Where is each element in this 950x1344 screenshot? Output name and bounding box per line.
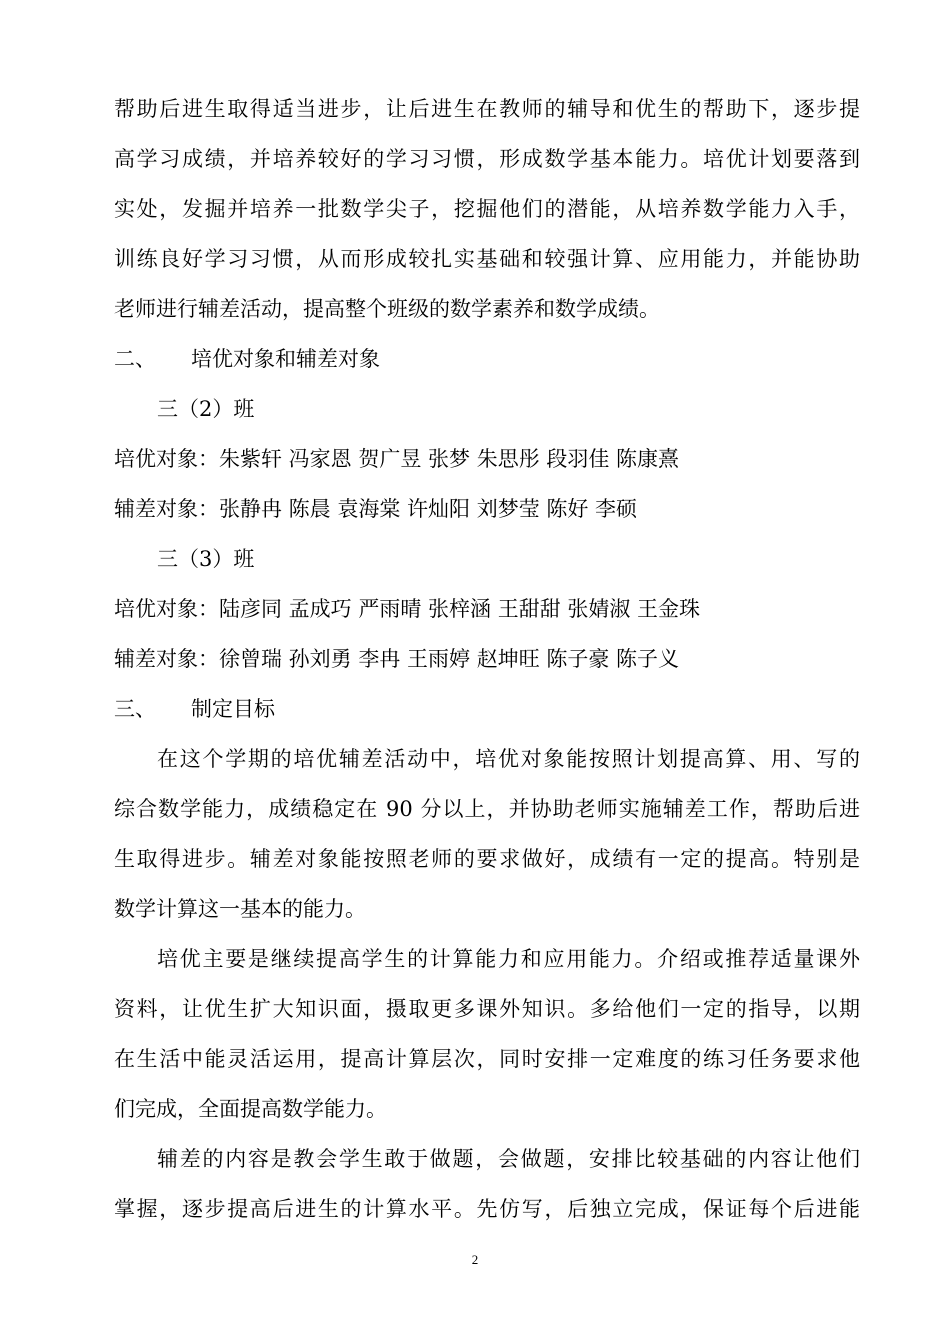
class-title-3-3: 三（3）班 bbox=[157, 547, 255, 571]
section-title: 制定目标 bbox=[191, 697, 275, 721]
text-line: 资料，让优生扩大知识面，摄取更多课外知识。多给他们一定的指导，以期 bbox=[114, 997, 860, 1021]
intro-paragraph bbox=[114, 84, 860, 334]
section-number: 三、 bbox=[114, 697, 156, 721]
section-heading-3 bbox=[114, 684, 860, 734]
page-number: 2 bbox=[471, 1252, 479, 1267]
text-line: 数学计算这一基本的能力。 bbox=[114, 897, 366, 921]
remedial-students-3-2: 辅差对象：张静冉 陈晨 袁海棠 许灿阳 刘梦莹 陈好 李硕 bbox=[114, 497, 638, 521]
text-line: 训练良好学习习惯，从而形成较扎实基础和较强计算、应用能力，并能协助 bbox=[114, 247, 860, 271]
excellent-students-3-3: 培优对象：陆彦同 孟成巧 严雨晴 张梓涵 王甜甜 张婧淑 王金珠 bbox=[114, 597, 701, 621]
text-line: 在这个学期的培优辅差活动中，培优对象能按照计划提高算、用、写的 bbox=[157, 747, 860, 771]
goals-paragraph-3 bbox=[114, 1134, 860, 1234]
document-page bbox=[114, 84, 860, 1234]
section-heading-2 bbox=[114, 334, 860, 384]
excellent-students-3-2: 培优对象：朱紫轩 冯家恩 贺广昱 张梦 朱思彤 段羽佳 陈康熹 bbox=[114, 447, 680, 471]
goals-paragraph-1 bbox=[114, 734, 860, 934]
class-title-3-2: 三（2）班 bbox=[157, 397, 255, 421]
text-line: 老师进行辅差活动，提高整个班级的数学素养和数学成绩。 bbox=[114, 297, 660, 321]
text-line: 高学习成绩，并培养较好的学习习惯，形成数学基本能力。培优计划要落到 bbox=[114, 147, 860, 171]
text-line: 实处，发掘并培养一批数学尖子，挖掘他们的潜能，从培养数学能力入手， bbox=[114, 197, 860, 221]
text-line: 掌握，逐步提高后进生的计算水平。先仿写，后独立完成，保证每个后进能 bbox=[114, 1197, 860, 1221]
text-line: 在生活中能灵活运用，提高计算层次，同时安排一定难度的练习任务要求他 bbox=[114, 1047, 860, 1071]
text-line: 们完成，全面提高数学能力。 bbox=[114, 1097, 387, 1121]
remedial-students-3-3: 辅差对象：徐曾瑞 孙刘勇 李冉 王雨婷 赵坤旺 陈子豪 陈子义 bbox=[114, 647, 680, 671]
section-number: 二、 bbox=[114, 347, 156, 371]
text-line: 辅差的内容是教会学生敢于做题，会做题，安排比较基础的内容让他们 bbox=[157, 1147, 860, 1171]
section-title: 培优对象和辅差对象 bbox=[191, 347, 380, 371]
text-line: 综合数学能力，成绩稳定在 90 分以上，并协助老师实施辅差工作，帮助后进 bbox=[114, 797, 860, 821]
text-line: 帮助后进生取得适当进步，让后进生在教师的辅导和优生的帮助下，逐步提 bbox=[114, 97, 860, 121]
goals-paragraph-2 bbox=[114, 934, 860, 1134]
text-line: 生取得进步。辅差对象能按照老师的要求做好，成绩有一定的提高。特别是 bbox=[114, 847, 860, 871]
text-line: 培优主要是继续提高学生的计算能力和应用能力。介绍或推荐适量课外 bbox=[157, 947, 860, 971]
